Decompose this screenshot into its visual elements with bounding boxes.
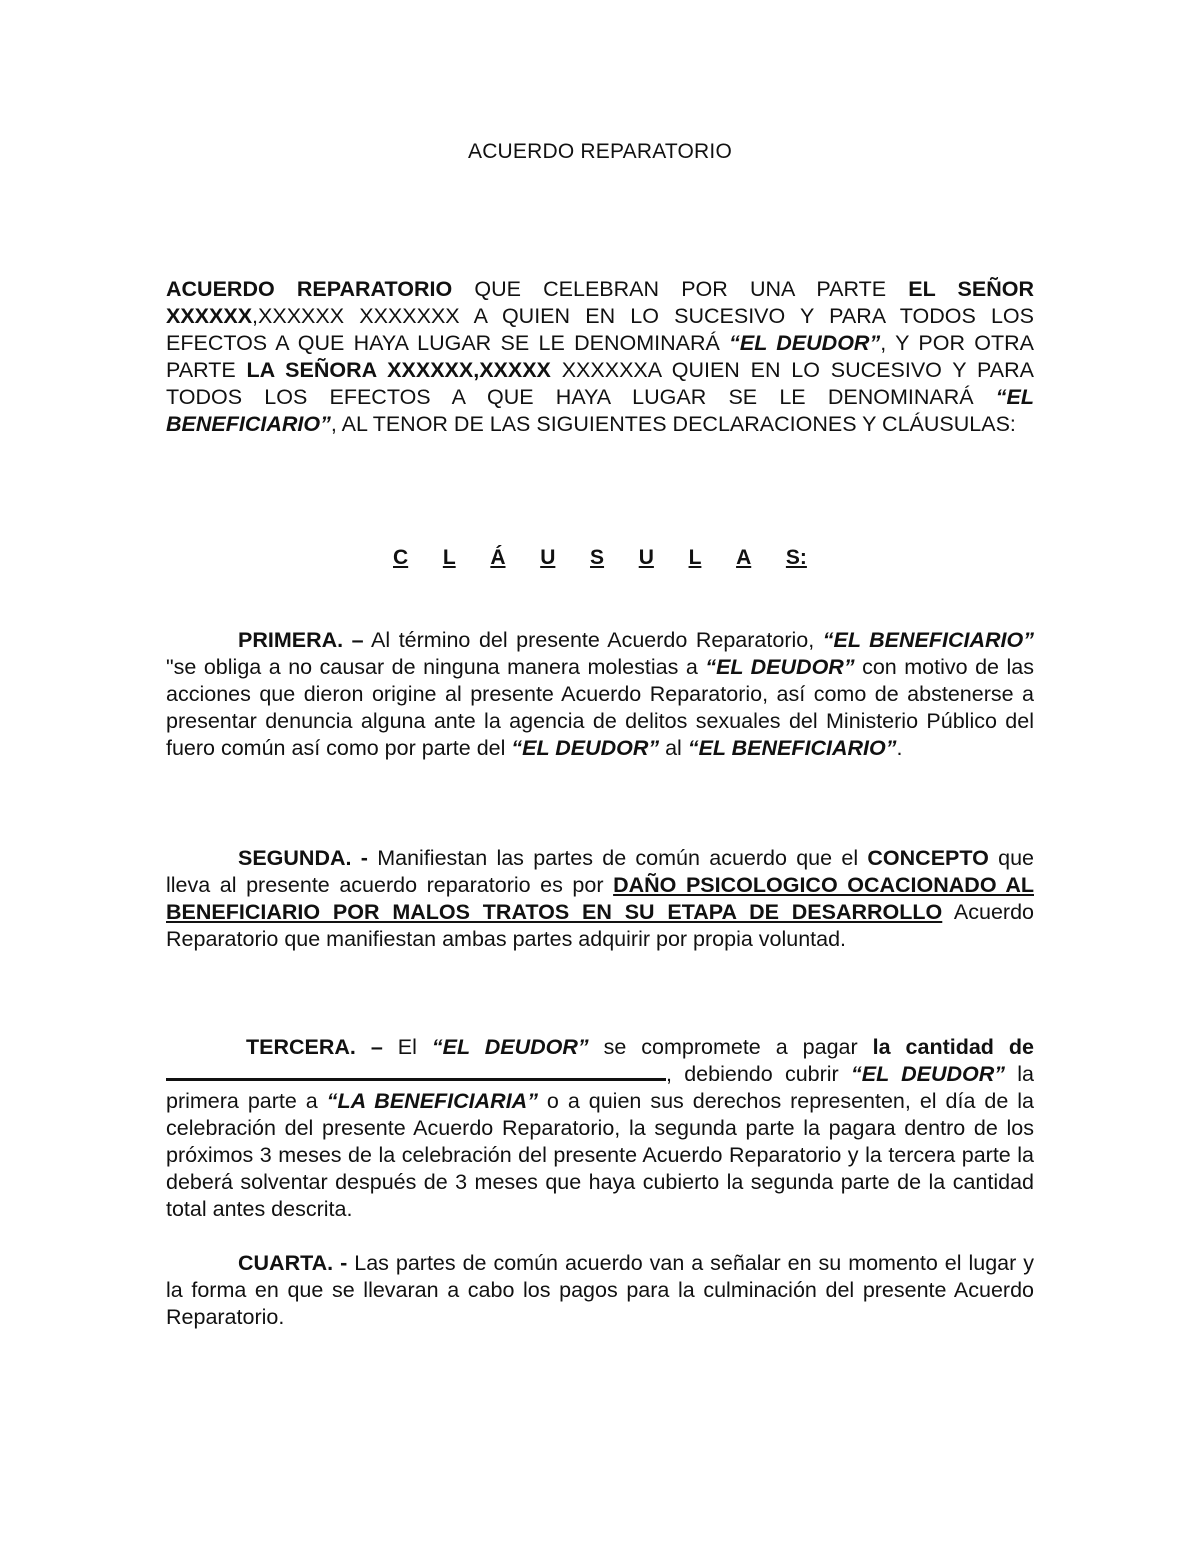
intro-text: ,XXXXXX XXXXXXX A QUIEN EN LO SUCESIVO Y PARA TODOS LOS EFECTOS A QUE HAYA LUGAR SE LE DENOMINARÁ — [166, 304, 1034, 355]
intro-debtor-term: “EL DEUDOR” — [729, 331, 881, 355]
concept-description: DAÑO PSICOLOGICO OCACIONADO AL BENEFICIARIO POR MALOS TRATOS EN SU ETAPA DE DESARROLLO — [166, 873, 1034, 924]
clause-text: . — [896, 736, 903, 760]
clause-tercera — [166, 1034, 1034, 1223]
clause-text: la primera parte a — [166, 1062, 1034, 1113]
heading-letter: A — [736, 546, 752, 569]
debtor-term: “EL DEUDOR” — [705, 655, 855, 679]
heading-letter: L — [442, 546, 456, 569]
beneficiary-term: “EL BENEFICIARIO” — [822, 628, 1034, 652]
intro-party-mr: EL SEÑOR XXXXXX — [166, 277, 1034, 328]
heading-letter: U — [638, 546, 654, 569]
beneficiary-term: “EL BENEFICIARIO” — [687, 736, 897, 760]
heading-letter: L — [688, 546, 702, 569]
clause-tercera-label: TERCERA. – — [246, 1035, 383, 1059]
clause-text: Acuerdo Reparatorio que manifiestan ambas partes adquirir por propia voluntad. — [166, 900, 1034, 951]
concept-term: CONCEPTO — [867, 846, 989, 870]
clause-cuarta-label: CUARTA. - — [238, 1251, 348, 1275]
amount-label: la cantidad de — [872, 1035, 1034, 1059]
intro-agreement-name: ACUERDO REPARATORIO — [166, 277, 453, 301]
amount-blank-line — [166, 1062, 666, 1081]
intro-text: , Y POR OTRA PARTE — [166, 331, 1034, 382]
clause-text: o a quien sus derechos representen, el día de la celebración del presente Acuerdo Reparatorio, la segunda parte la pagara dentro de los próximos 3 meses de la celebración del presente Acuerdo Reparatorio y la tercera parte la deberá solventar después de 3 meses que haya cubierto la segunda parte de la cantidad total antes descrita. — [166, 1089, 1034, 1221]
clause-primera-label: PRIMERA. – — [238, 628, 364, 652]
clause-text: se compromete a pagar — [588, 1035, 873, 1059]
clause-primera — [166, 627, 1034, 762]
clause-text: , debiendo cubrir — [666, 1062, 851, 1086]
intro-text: QUE CELEBRAN POR UNA PARTE — [452, 277, 909, 301]
heading-letter: C — [393, 546, 409, 569]
clause-cuarta — [166, 1250, 1034, 1331]
clause-text: Las partes de común acuerdo van a señalar en su momento el lugar y la forma en que se llevaran a cabo los pagos para la culminación del presente Acuerdo Reparatorio. — [166, 1251, 1034, 1329]
intro-party-mrs: LA SEÑORA XXXXXX,XXXXX — [246, 358, 551, 382]
clause-text: Manifiestan las partes de común acuerdo que el — [367, 846, 868, 870]
heading-letter: S: — [785, 546, 807, 569]
debtor-term: “EL DEUDOR” — [431, 1035, 589, 1059]
clause-text: que lleva al presente acuerdo reparatorio es por — [166, 846, 1034, 897]
clause-text: Al término del presente Acuerdo Reparatorio, — [363, 628, 823, 652]
beneficiary-term: “LA BENEFICIARIA” — [326, 1089, 538, 1113]
intro-text: , AL TENOR DE LAS SIGUIENTES DECLARACIONES Y CLÁUSULAS: — [330, 412, 1016, 436]
clausulas-heading — [393, 546, 807, 570]
clause-text: con motivo de las acciones que dieron origine al presente Acuerdo Reparatorio, así como de abstenerse a presentar denuncia alguna ante la agencia de delitos sexuales del Ministerio Público del fuero común así como por parte del — [166, 655, 1034, 760]
heading-letter: Á — [490, 546, 506, 569]
debtor-term: “EL DEUDOR” — [850, 1062, 1005, 1086]
intro-beneficiary-term: “EL BENEFICIARIO” — [166, 385, 1034, 436]
clause-segunda — [166, 845, 1034, 953]
debtor-term: “EL DEUDOR” — [511, 736, 660, 760]
clause-text: al — [659, 736, 688, 760]
clause-text: "se obliga a no causar de ninguna manera molestias a — [166, 655, 706, 679]
document-title: ACUERDO REPARATORIO — [467, 140, 732, 163]
clause-segunda-label: SEGUNDA. - — [238, 846, 368, 870]
heading-letter: S — [590, 546, 605, 569]
clause-text: El — [382, 1035, 432, 1059]
intro-paragraph — [166, 276, 1034, 438]
intro-text: XXXXXXA QUIEN EN LO SUCESIVO Y PARA TODOS LOS EFECTOS A QUE HAYA LUGAR SE LE DENOMINARÁ — [166, 358, 1035, 409]
heading-letter: U — [540, 546, 556, 569]
